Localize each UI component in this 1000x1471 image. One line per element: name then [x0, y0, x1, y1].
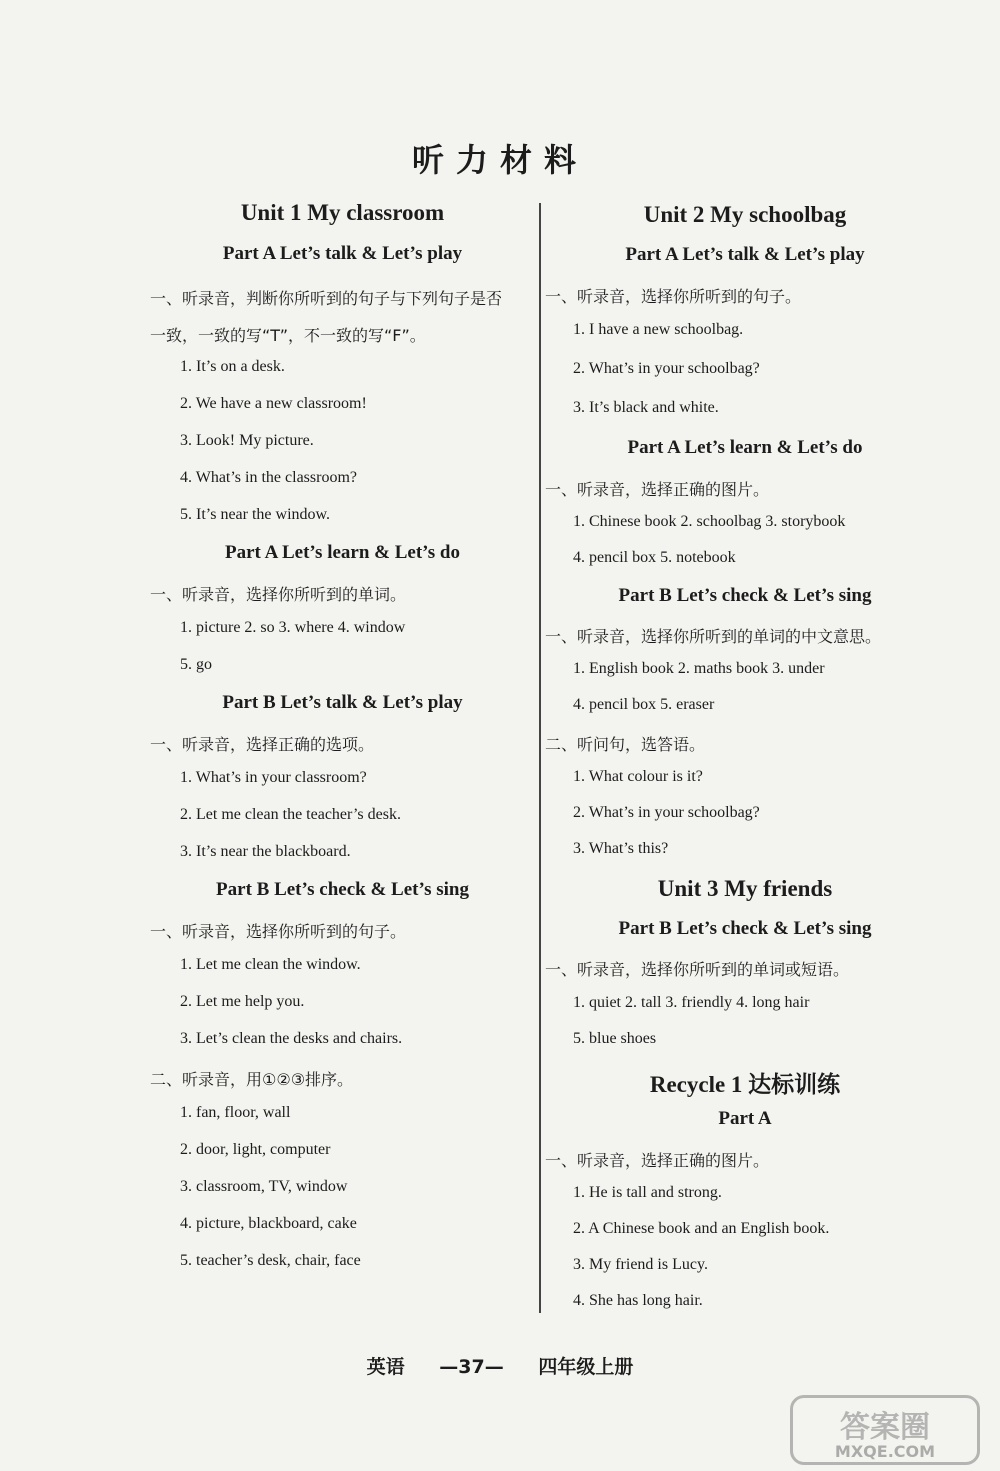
part-heading: Part A Let’s talk & Let’s play: [625, 244, 865, 265]
listening-line: 2. A Chinese book and an English book.: [573, 1220, 830, 1237]
listening-line: 1. quiet 2. tall 3. friendly 4. long hair: [573, 994, 810, 1011]
question-instruction: 一、听录音，选择你所听到的单词或短语。: [545, 960, 850, 979]
question-instruction: 一、听录音，选择你所听到的单词。: [150, 585, 407, 604]
listening-line: 1. He is tall and strong.: [573, 1184, 722, 1201]
listening-line: 3. classroom, TV, window: [180, 1178, 348, 1195]
listening-line: 3. It’s black and white.: [573, 399, 719, 416]
watermark-logo: 答案圈: [840, 1410, 930, 1445]
listening-line: 4. What’s in the classroom?: [180, 469, 357, 486]
question-instruction: 一致，一致的写“T”，不一致的写“F”。: [150, 326, 426, 345]
question-instruction: 一、听录音，判断你所听到的句子与下列句子是否: [150, 289, 503, 308]
listening-line: 2. door, light, computer: [180, 1141, 331, 1158]
part-heading: Part A Let’s learn & Let’s do: [627, 437, 863, 458]
footer-subject: 英语: [366, 1356, 405, 1378]
listening-line: 5. go: [180, 656, 212, 673]
unit-heading: Unit 1 My classroom: [240, 200, 445, 225]
unit-heading: Unit 3 My friends: [657, 876, 833, 901]
listening-line: 3. Look! My picture.: [180, 432, 314, 449]
listening-line: 1. Let me clean the window.: [180, 956, 361, 973]
part-heading: Part B Let’s talk & Let’s play: [222, 692, 463, 713]
listening-line: 1. What’s in your classroom?: [180, 769, 367, 786]
part-heading: Part B Let’s check & Let’s sing: [216, 879, 469, 900]
question-instruction: 一、听录音，选择正确的图片。: [545, 480, 770, 499]
listening-line: 2. We have a new classroom!: [180, 395, 367, 412]
listening-line: 2. Let me clean the teacher’s desk.: [180, 806, 401, 823]
part-heading: Part A Let’s learn & Let’s do: [225, 542, 460, 563]
part-heading: Part A Let’s talk & Let’s play: [222, 243, 463, 264]
listening-line: 1. I have a new schoolbag.: [573, 321, 744, 338]
listening-line: 3. What’s this?: [573, 840, 669, 857]
listening-line: 2. Let me help you.: [180, 993, 305, 1010]
part-heading: Part A: [718, 1108, 772, 1129]
listening-line: 5. teacher’s desk, chair, face: [180, 1252, 361, 1269]
question-instruction: 二、听问句，选答语。: [545, 735, 706, 754]
listening-line: 1. fan, floor, wall: [180, 1104, 291, 1121]
listening-line: 3. Let’s clean the desks and chairs.: [180, 1030, 403, 1047]
unit-heading: Recycle 1 达标训练: [649, 1072, 841, 1097]
column-divider: [539, 203, 541, 1313]
page-number: —37—: [439, 1356, 504, 1378]
listening-line: 4. pencil box 5. notebook: [573, 549, 736, 566]
listening-line: 1. What colour is it?: [573, 768, 703, 785]
listening-line: 1. English book 2. maths book 3. under: [573, 660, 825, 677]
question-instruction: 一、听录音，选择你所听到的句子。: [150, 922, 407, 941]
question-instruction: 一、听录音，选择你所听到的句子。: [545, 287, 802, 306]
listening-line: 5. blue shoes: [573, 1030, 657, 1047]
part-heading: Part B Let’s check & Let’s sing: [618, 918, 872, 939]
listening-line: 4. picture, blackboard, cake: [180, 1215, 357, 1232]
listening-line: 1. Chinese book 2. schoolbag 3. storybook: [573, 513, 846, 530]
listening-line: 1. picture 2. so 3. where 4. window: [180, 619, 406, 636]
unit-heading: Unit 2 My schoolbag: [643, 202, 847, 227]
question-instruction: 一、听录音，选择正确的图片。: [545, 1151, 770, 1170]
watermark: [790, 1395, 980, 1465]
listening-line: 3. It’s near the blackboard.: [180, 843, 351, 860]
listening-line: 2. What’s in your schoolbag?: [573, 360, 760, 377]
part-heading: Part B Let’s check & Let’s sing: [618, 585, 872, 606]
question-instruction: 一、听录音，选择你所听到的单词的中文意思。: [545, 627, 882, 646]
page-title: 听力材料: [411, 141, 588, 179]
question-instruction: 一、听录音，选择正确的选项。: [150, 735, 375, 754]
question-instruction: 二、听录音，用①②③排序。: [150, 1070, 354, 1089]
listening-line: 3. My friend is Lucy.: [573, 1256, 708, 1273]
listening-line: 4. pencil box 5. eraser: [573, 696, 715, 713]
watermark-site: MXQE.COM: [834, 1442, 936, 1461]
footer-grade: 四年级上册: [538, 1356, 634, 1378]
listening-line: 4. She has long hair.: [573, 1292, 703, 1309]
listening-line: 1. It’s on a desk.: [180, 358, 285, 375]
listening-line: 2. What’s in your schoolbag?: [573, 804, 760, 821]
page-footer: [0, 1352, 1000, 1379]
listening-line: 5. It’s near the window.: [180, 506, 331, 523]
